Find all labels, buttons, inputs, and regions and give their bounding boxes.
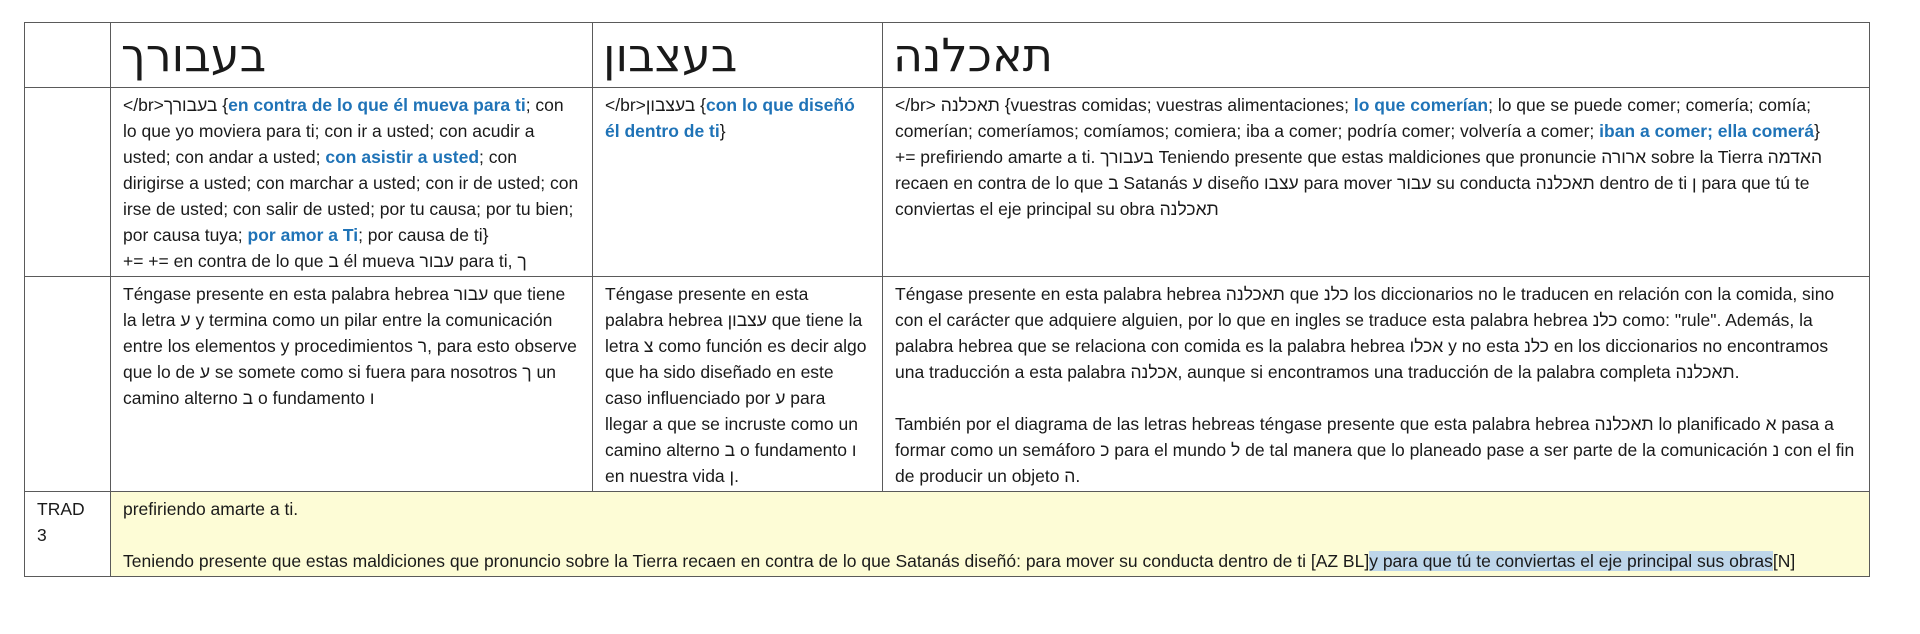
explanation-text: Téngase presente en esta palabra hebrea עצבון que tiene la letra צ como función es decir algo que ha sido diseñado en este caso influenciado por ע para llegar a que se incruste como un camino alterno ב o fundamento ו en nuestra vida ן.	[605, 284, 867, 486]
explanation-text: Téngase presente en esta palabra hebrea עבור que tiene la letra ע y termina como un pilar entre la comunicación entre los elementos y procedimientos ר, para esto observe que lo de ע se somete como si fuera para nosotros ך un camino alterno ב o fundamento ו	[123, 284, 577, 408]
translation-row	[25, 492, 1870, 577]
translation-line: prefiriendo amarte a ti.	[123, 499, 299, 519]
highlighted-meaning: con lo que diseñó él dentro de ti	[605, 95, 855, 141]
explanation-cell-baavurcha[interactable]	[111, 277, 593, 492]
selected-text[interactable]: y para que tú te conviertas el eje principal sus obras	[1369, 551, 1773, 571]
trad-label: TRAD 3	[37, 499, 85, 545]
definition-text: ; por causa de ti}	[358, 225, 489, 245]
definition-text: ; lo que se puede comer; comería; comía; comerían; comeríamos; comíamos; comiera; iba a comer; podría comer; volvería a comer;	[895, 95, 1812, 141]
highlighted-meaning: en contra de lo que él mueva para ti	[228, 95, 526, 115]
translation-table	[24, 22, 1870, 577]
explanation-cell-beitzavon[interactable]	[593, 277, 883, 492]
translation-line	[123, 548, 1857, 574]
composition-line: += += en contra de lo que ב él mueva עבור para ti, ך	[123, 251, 527, 271]
highlighted-meaning: lo que comerían	[1353, 95, 1489, 115]
paragraph-spacer	[895, 385, 1857, 411]
header-cell-tochalna[interactable]	[883, 23, 1870, 88]
definition-cell-tochalna[interactable]	[883, 88, 1870, 277]
row-label-cell	[25, 277, 111, 492]
header-cell-empty	[25, 23, 111, 88]
translation-text: Teniendo presente que estas maldiciones que pronuncio sobre la Tierra recaen en contra de lo que Satanás diseñó: para mover su conducta dentro de ti [AZ BL]	[123, 551, 1370, 571]
translation-cell[interactable]	[111, 492, 1870, 577]
definition-text: }	[719, 121, 726, 141]
trad-label-cell	[25, 492, 111, 577]
composition-line: += prefiriendo amarte a ti. בעבורך Teniendo presente que estas maldiciones que pronuncie ארורה sobre la Tierra האדמה recaen en contra de lo que ב Satanás ע diseño עצבו para mover עבור su conducta תאכלנה dentro de ti ן para que tú te conviertas el eje principal su obra תאכלנה	[895, 147, 1823, 219]
definitions-row	[25, 88, 1870, 277]
header-cell-baavurcha[interactable]	[111, 23, 593, 88]
hebrew-word-heading: בעבורך	[121, 28, 267, 82]
header-row	[25, 23, 1870, 88]
row-label-cell	[25, 88, 111, 277]
header-cell-beitzavon[interactable]	[593, 23, 883, 88]
definition-text: }	[1814, 121, 1820, 141]
explanation-row	[25, 277, 1870, 492]
explanation-paragraph: Téngase presente en esta palabra hebrea תאכלנה que כלנ los diccionarios no le traducen en relación con la comida, sino con el carácter que adquiere alguien, por lo que en ingles se traduce esta palabra hebrea כלנ como: "rule". Además, la palabra hebrea que se relaciona con comida es la palabra hebrea אכלו y no esta כלנ en los diccionarios no encontramos una traducción a esta palabra אכלנה, aunque si encontramos una traducción de la palabra completa תאכלנה.	[895, 284, 1835, 382]
highlighted-meaning: con asistir a usted	[325, 147, 480, 167]
highlighted-meaning: por amor a Ti	[247, 225, 359, 245]
highlighted-meaning: iban a comer; ella comerá	[1599, 121, 1815, 141]
paragraph-spacer	[123, 522, 1857, 548]
definition-text: </br>בעצבון {	[605, 95, 706, 115]
hebrew-word-heading: בעצבון	[603, 28, 738, 82]
definition-text: ; con dirigirse a usted; con marchar a usted; con ir de usted; con irse de usted; con salir de usted; por tu causa; por tu bien; por causa tuya;	[123, 147, 579, 245]
explanation-paragraph: También por el diagrama de las letras hebreas téngase presente que esta palabra hebrea תאכלנה lo planificado א pasa a formar como un semáforo כ para el mundo ל de tal manera que lo planeado pase a ser parte de la comunicación נ con el fin de producir un objeto ה.	[895, 414, 1855, 486]
definition-text: </br> תאכלנה {vuestras comidas; vuestras alimentaciones;	[895, 95, 1354, 115]
definition-cell-baavurcha[interactable]	[111, 88, 593, 277]
definition-text: </br>בעבורך {	[123, 95, 229, 115]
definition-cell-beitzavon[interactable]	[593, 88, 883, 277]
definition-text: ; con lo que yo moviera para ti; con ir a usted; con acudir a usted; con andar a usted;	[123, 95, 564, 167]
hebrew-word-heading: תאכלנה	[893, 28, 1053, 82]
translation-text: [N]	[1772, 551, 1796, 571]
explanation-cell-tochalna[interactable]	[883, 277, 1870, 492]
